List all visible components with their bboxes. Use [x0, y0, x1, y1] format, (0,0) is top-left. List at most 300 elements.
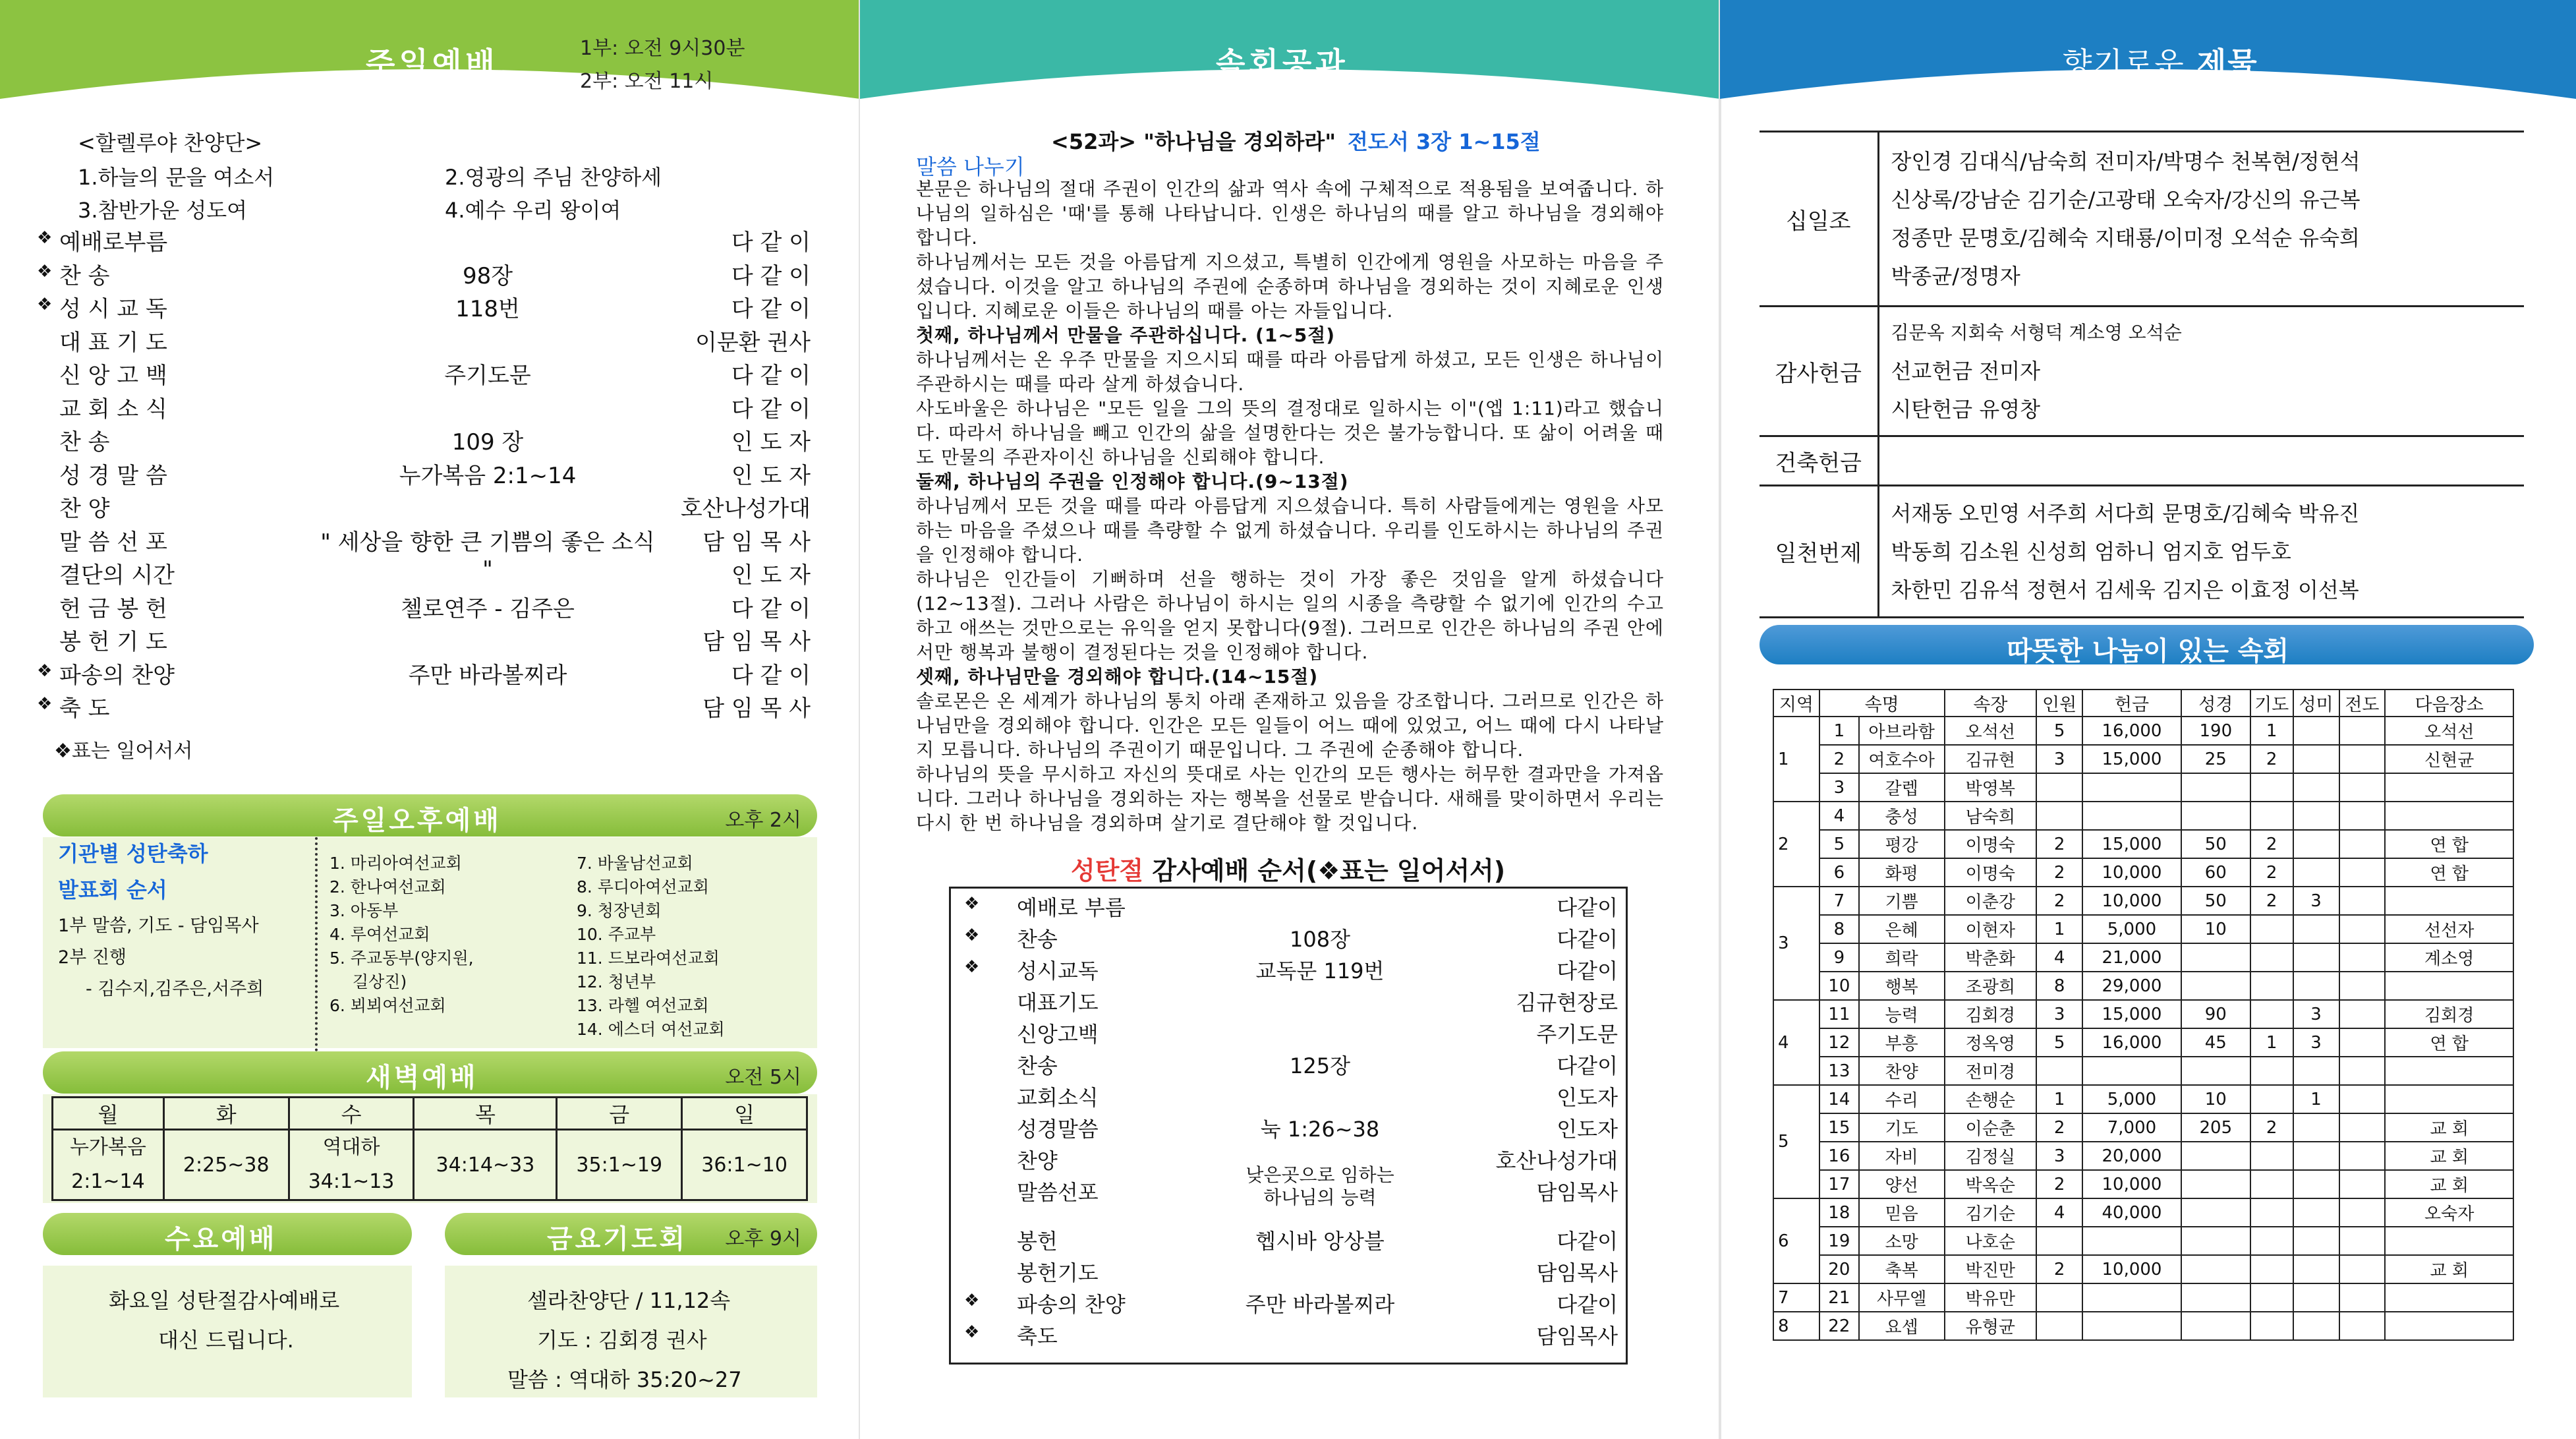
- cell-report-body: [1773, 690, 2513, 1340]
- order-item-name: 축 도: [59, 695, 110, 722]
- christmas-order-rest: 감사예배 순서(❖표는 일어서서): [1152, 856, 1506, 885]
- christmas-order-bullet: ❖: [964, 957, 980, 977]
- cell-header-cell: 전도: [2339, 690, 2386, 717]
- lesson-paragraph: 하나님께서 모든 것을 때를 따라 아름답게 지으셨습니다. 특히 사람들에게는 영원을 사모하는 마음을 주셨으나 때를 측량할 수 없게 하셨습니다. 우리를 인도하시는 하나님의 주권을 인정해야 합니다.: [916, 495, 1664, 566]
- cell-prayer: [2250, 1312, 2293, 1340]
- cell-next: 김회경: [2385, 1000, 2513, 1028]
- cell-offering: 16,000: [2082, 1028, 2181, 1057]
- cell-offering: 40,000: [2082, 1198, 2181, 1227]
- cell-next: [2385, 1283, 2513, 1312]
- cell-offering: [2082, 1057, 2181, 1085]
- cell-table-row: [1773, 802, 2513, 830]
- cell-prayer: [2250, 1000, 2293, 1028]
- cell-offering: [2082, 1283, 2181, 1312]
- christmas-order-name: 파송의 찬양: [1017, 1292, 1126, 1317]
- order-item-name: 성 경 말 씀: [59, 462, 167, 489]
- cell-prayer: [2250, 802, 2293, 830]
- cell-region: 8: [1773, 1312, 1819, 1340]
- lesson-paragraph: 하나님의 뜻을 무시하고 자신의 뜻대로 사는 인간의 모든 행사는 허무한 결과만을 가져옵니다. 그러나 하나님을 경외하는 자는 행복을 선물로 받습니다. 새해를 맞이하면서 우리는 다시 한 번 하나님을 경외하며 살기로 결단해야 할 것입니다.: [916, 763, 1664, 834]
- lesson-paragraph: 하나님께서는 온 우주 만물을 지으시되 때를 따라 아름답게 하셨고, 모든 인생은 하나님이 주관하시는 때를 따라 살게 하셨습니다.: [916, 349, 1664, 395]
- cell-evang: [2339, 1000, 2386, 1028]
- cell-bible: [2181, 1170, 2250, 1198]
- cell-bible: 45: [2181, 1028, 2250, 1057]
- dawn-verse-fri: 35:1~19: [557, 1130, 682, 1200]
- cell-people: [2036, 1057, 2082, 1085]
- cell-table-row: [1773, 1057, 2513, 1085]
- cell-rice: [2293, 1142, 2339, 1170]
- cell-next: [2385, 972, 2513, 1000]
- cell-bible: [2181, 972, 2250, 1000]
- christmas-order-box: [949, 887, 1628, 1365]
- cell-leader: 김규현: [1945, 745, 2037, 773]
- cell-name: 화평: [1859, 858, 1945, 887]
- cell-bible: [2181, 1227, 2250, 1255]
- cell-offering: 10,000: [2082, 858, 2181, 887]
- dawn-verse-mon: 2:1~14: [71, 1170, 145, 1193]
- cell-people: [2036, 773, 2082, 802]
- cell-prayer: [2250, 1085, 2293, 1113]
- christmas-order-leader: 다같이: [1557, 895, 1618, 920]
- cell-prayer: [2250, 915, 2293, 943]
- cell-no: 12: [1819, 1028, 1859, 1057]
- cell-evang: [2339, 1028, 2386, 1057]
- afternoon-line-1: 기관별 성탄축하: [58, 841, 208, 866]
- cell-table-row: [1773, 717, 2513, 745]
- christmas-order-bullet: ❖: [964, 925, 980, 945]
- offerings-title: [2063, 40, 2258, 83]
- christmas-order-name: 신앙고백: [1017, 1022, 1099, 1047]
- cell-people: 3: [2036, 745, 2082, 773]
- cell-table-row: [1773, 1255, 2513, 1283]
- christmas-order-row: [951, 1256, 1626, 1289]
- cell-report-table: [1773, 689, 2514, 1341]
- order-row: [59, 557, 811, 590]
- offering-label-building: 건축헌금: [1760, 436, 1878, 486]
- cell-evang: [2339, 887, 2386, 915]
- christmas-order-leader: 다같이: [1557, 1292, 1618, 1317]
- afternoon-group-item: 5. 주교동부(양지원,: [329, 949, 474, 968]
- cell-name: 요셉: [1859, 1312, 1945, 1340]
- cell-evang: [2339, 1113, 2386, 1142]
- cell-next: 연 합: [2385, 1028, 2513, 1057]
- cell-no: 21: [1819, 1283, 1859, 1312]
- cell-region: 2: [1773, 802, 1819, 887]
- cell-bible: 190: [2181, 717, 2250, 745]
- cell-evang: [2339, 802, 2386, 830]
- offering-row-thanks: [1760, 307, 2524, 436]
- cell-no: 15: [1819, 1113, 1859, 1142]
- cell-leader: 이춘강: [1945, 887, 2037, 915]
- lesson-paragraph: 본문은 하나님의 절대 주권이 인간의 삶과 역사 속에 구체적으로 적용됨을 보여줍니다. 하나님의 일하심은 '때'를 통해 나타납니다. 인생은 하나님의 때를 알고 하나님을 경외해야 합니다.: [916, 178, 1664, 249]
- service-time-2: 2부: 오전 11시: [580, 70, 714, 93]
- thousand-line-3: 차한민 김유석 정현서 김세욱 김지은 이효정 이선복: [1891, 577, 2359, 602]
- cell-rice: 3: [2293, 887, 2339, 915]
- cell-region: 7: [1773, 1283, 1819, 1312]
- cell-bible: 90: [2181, 1000, 2250, 1028]
- cell-table-row: [1773, 830, 2513, 858]
- cell-prayer: 1: [2250, 717, 2293, 745]
- afternoon-group-item: 11. 드보라여선교회: [577, 949, 720, 968]
- dawn-service-title: 새벽예배: [366, 1063, 478, 1093]
- christmas-word: 성탄절: [1071, 856, 1144, 885]
- order-item-name: 대 표 기 도: [59, 329, 167, 356]
- cell-prayer: [2250, 773, 2293, 802]
- cell-no: 3: [1819, 773, 1859, 802]
- cell-evang: [2339, 858, 2386, 887]
- cell-region: 1: [1773, 717, 1819, 802]
- cell-offering: 5,000: [2082, 1085, 2181, 1113]
- afternoon-group-item: 3. 아동부: [329, 901, 399, 920]
- cell-bible: [2181, 1283, 2250, 1312]
- afternoon-group-item: 10. 주교부: [577, 925, 656, 944]
- christmas-order-leader: 다같이: [1557, 1053, 1618, 1078]
- cell-name: 은혜: [1859, 915, 1945, 943]
- cell-no: 19: [1819, 1227, 1859, 1255]
- christmas-order-leader: 다같이: [1557, 958, 1618, 984]
- cell-prayer: 2: [2250, 1113, 2293, 1142]
- christmas-order-leader: 담임목사: [1536, 1324, 1618, 1349]
- cell-evang: [2339, 1057, 2386, 1085]
- tithe-line-4: 박종균/정명자: [1891, 264, 2020, 289]
- cell-leader: 박춘화: [1945, 943, 2037, 972]
- cell-next: 계소영: [2385, 943, 2513, 972]
- cell-evang: [2339, 1085, 2386, 1113]
- cell-rice: [2293, 1283, 2339, 1312]
- cell-leader: 유형균: [1945, 1312, 2037, 1340]
- choir-song-1: 1.하늘의 문을 여소서: [78, 165, 275, 190]
- cell-next: 교 회: [2385, 1142, 2513, 1170]
- cell-bible: 50: [2181, 830, 2250, 858]
- afternoon-line-2: 발표회 순서: [58, 877, 167, 902]
- tithe-line-3: 정종만 문명호/김혜숙 지태룡/이미정 오석순 유숙희: [1891, 225, 2360, 250]
- afternoon-group-item: 4. 루여선교회: [329, 925, 430, 944]
- cell-table-title: 따뜻한 나눔이 있는 속회: [2007, 636, 2289, 666]
- christmas-order-name: 찬양: [1017, 1148, 1058, 1173]
- cell-leader: 손행순: [1945, 1085, 2037, 1113]
- cell-name: 양선: [1859, 1170, 1945, 1198]
- order-item-detail: " 세상을 향한 큰 기쁨의 좋은 소식 ": [320, 529, 655, 583]
- cell-table-row: [1773, 1085, 2513, 1113]
- wednesday-line-1: 화요일 성탄절감사예배로: [109, 1288, 340, 1313]
- cell-next: [2385, 773, 2513, 802]
- offering-names-thousand: [1878, 486, 2524, 618]
- cell-offering: [2082, 773, 2181, 802]
- cell-name: 충성: [1859, 802, 1945, 830]
- cell-rice: [2293, 1113, 2339, 1142]
- order-row: [59, 391, 811, 424]
- cell-people: 2: [2036, 830, 2082, 858]
- cell-no: 6: [1819, 858, 1859, 887]
- cell-bible: [2181, 943, 2250, 972]
- friday-line-3: 말씀 : 역대하 35:20~27: [507, 1367, 742, 1392]
- cell-name: 축복: [1859, 1255, 1945, 1283]
- thanks-line-2: 선교헌금 전미자: [1891, 359, 2041, 384]
- cell-leader: 박유만: [1945, 1283, 2037, 1312]
- cell-table-header-row: [1773, 690, 2513, 717]
- cell-no: 17: [1819, 1170, 1859, 1198]
- christmas-order-detail: 교독문 119번: [1255, 958, 1385, 984]
- christmas-order-detail: 주만 바라볼찌라: [1245, 1292, 1395, 1317]
- cell-evang: [2339, 717, 2386, 745]
- cell-people: [2036, 802, 2082, 830]
- christmas-order-name: 봉헌기도: [1017, 1260, 1099, 1285]
- cell-header-cell: 기도: [2250, 690, 2293, 717]
- cell-rice: 3: [2293, 1028, 2339, 1057]
- order-item-leader: 인 도 자: [731, 429, 811, 455]
- cell-bible: [2181, 802, 2250, 830]
- christmas-order-name: 말씀선포: [1017, 1180, 1099, 1205]
- cell-region: 3: [1773, 887, 1819, 1000]
- cell-bible: 10: [2181, 915, 2250, 943]
- dawn-day-mon: 월: [53, 1098, 164, 1130]
- afternoon-line-4: 2부 진행: [58, 947, 127, 968]
- christmas-order-leader: 주기도문: [1536, 1022, 1618, 1047]
- cell-offering: [2082, 1227, 2181, 1255]
- cell-evang: [2339, 1255, 2386, 1283]
- cell-next: 신현균: [2385, 745, 2513, 773]
- christmas-order-name: 성시교독: [1017, 958, 1099, 984]
- christmas-order-name: 예배로 부름: [1017, 895, 1126, 920]
- order-bullet: ❖: [37, 261, 53, 281]
- cell-name: 수리: [1859, 1085, 1945, 1113]
- cell-table-row: [1773, 887, 2513, 915]
- header-band-teal: [860, 0, 1720, 99]
- afternoon-divider: [315, 837, 318, 1051]
- cell-next: 오석선: [2385, 717, 2513, 745]
- cell-header-cell: 속명: [1819, 690, 1945, 717]
- cell-rice: 1: [2293, 1085, 2339, 1113]
- cell-leader: 이현자: [1945, 915, 2037, 943]
- order-item-detail: 98장: [462, 262, 513, 289]
- lesson-paragraph: 둘째, 하나님의 주권을 인정해야 합니다.(9~13절): [916, 471, 1349, 492]
- order-row: [59, 324, 811, 357]
- christmas-order-leader: 담임목사: [1536, 1260, 1618, 1285]
- cell-rice: [2293, 858, 2339, 887]
- cell-rice: [2293, 717, 2339, 745]
- cell-no: 14: [1819, 1085, 1859, 1113]
- afternoon-line-3: 1부 말씀, 기도 - 담임목사: [58, 916, 259, 936]
- lesson-paragraph: 사도바울은 하나님은 "모든 일을 그의 뜻의 결정대로 일하시는 이"(엡 1:11)라고 했습니다. 따라서 하나님을 빼고 인간의 삶을 설명한다는 것은 불가능합니다. 또 삶이 어려울 때도 만물의 주관자이신 하나님을 신뢰해야 합니다.: [916, 397, 1664, 468]
- offering-row-thousand: [1760, 486, 2524, 618]
- lesson-title: <52과> "하나님을 경외하라": [1051, 129, 1336, 154]
- cell-no: 22: [1819, 1312, 1859, 1340]
- cell-name: 소망: [1859, 1227, 1945, 1255]
- cell-leader: 박옥순: [1945, 1170, 2037, 1198]
- order-row: [37, 258, 811, 291]
- cell-region: 5: [1773, 1085, 1819, 1198]
- cell-name: 여호수아: [1859, 745, 1945, 773]
- christmas-order-detail: [1208, 1164, 1432, 1209]
- cell-header-cell: 속장: [1945, 690, 2037, 717]
- cell-no: 8: [1819, 915, 1859, 943]
- cell-offering: 10,000: [2082, 1255, 2181, 1283]
- cell-rice: [2293, 745, 2339, 773]
- cell-rice: [2293, 972, 2339, 1000]
- afternoon-group-item: 12. 청년부: [577, 972, 656, 991]
- cell-prayer: [2250, 1142, 2293, 1170]
- order-item-name: 봉 헌 기 도: [59, 629, 167, 655]
- cell-people: 1: [2036, 915, 2082, 943]
- cell-name: 기쁨: [1859, 887, 1945, 915]
- cell-evang: [2339, 1312, 2386, 1340]
- dawn-cell-wed: [289, 1130, 414, 1200]
- cell-name: 자비: [1859, 1142, 1945, 1170]
- cell-region: 4: [1773, 1000, 1819, 1085]
- cell-header-cell: 성미: [2293, 690, 2339, 717]
- order-item-name: 성 시 교 독: [59, 296, 167, 322]
- christmas-order-name: 대표기도: [1017, 990, 1099, 1015]
- cell-name: 행복: [1859, 972, 1945, 1000]
- cell-table-row: [1773, 1283, 2513, 1312]
- order-item-name: 찬 송: [59, 262, 110, 289]
- cell-offering: 7,000: [2082, 1113, 2181, 1142]
- friday-line-1: 셀라찬양단 / 11,12속: [527, 1288, 731, 1313]
- order-item-leader: 이문환 권사: [695, 329, 811, 356]
- christmas-order-row: [951, 1288, 1626, 1321]
- cell-name: 희락: [1859, 943, 1945, 972]
- order-item-leader: 담 임 목 사: [702, 529, 811, 556]
- cell-rice: [2293, 1255, 2339, 1283]
- cell-rice: [2293, 830, 2339, 858]
- cell-leader: 박진만: [1945, 1255, 2037, 1283]
- cell-people: 2: [2036, 887, 2082, 915]
- christmas-order-name: 찬송: [1017, 927, 1058, 952]
- cell-bible: 25: [2181, 745, 2250, 773]
- cell-table-row: [1773, 1312, 2513, 1340]
- cell-table-row: [1773, 1028, 2513, 1057]
- cell-next: [2385, 1085, 2513, 1113]
- afternoon-group-item: 1. 마리아여선교회: [329, 854, 462, 873]
- header-band-blue: [1720, 0, 2576, 99]
- dawn-book-wed: 역대하: [322, 1136, 380, 1159]
- cell-offering: 10,000: [2082, 1170, 2181, 1198]
- cell-bible: [2181, 1142, 2250, 1170]
- order-item-detail: 주기도문: [444, 363, 531, 389]
- order-item-leader: 인 도 자: [731, 462, 811, 489]
- cell-bible: [2181, 773, 2250, 802]
- dawn-day-wed: 수: [289, 1098, 414, 1130]
- choir-song-4: 4.예수 우리 왕이여: [445, 198, 621, 223]
- cell-people: 5: [2036, 717, 2082, 745]
- order-item-name: 말 씀 선 포: [59, 529, 167, 556]
- offering-label-thanks: 감사헌금: [1760, 307, 1878, 436]
- offering-label-thousand: 일천번제: [1760, 486, 1878, 618]
- cell-prayer: [2250, 1057, 2293, 1085]
- thousand-line-1: 서재동 오민영 서주희 서다희 문명호/김혜숙 박유진: [1891, 500, 2360, 526]
- order-item-leader: 다 같 이: [731, 363, 811, 389]
- cell-table-row: [1773, 1113, 2513, 1142]
- cell-no: 10: [1819, 972, 1859, 1000]
- cell-evang: [2339, 915, 2386, 943]
- cell-evang: [2339, 943, 2386, 972]
- cell-no: 5: [1819, 830, 1859, 858]
- cell-people: 2: [2036, 1170, 2082, 1198]
- cell-next: [2385, 887, 2513, 915]
- cell-name: 믿음: [1859, 1198, 1945, 1227]
- dawn-schedule-table: [51, 1096, 808, 1201]
- christmas-order-row: [951, 1049, 1626, 1082]
- lesson-body: [916, 177, 1664, 835]
- order-item-detail: 118번: [455, 296, 520, 322]
- cell-table-row: [1773, 1227, 2513, 1255]
- order-row: [59, 424, 811, 457]
- christmas-order-heading: [1071, 850, 1505, 887]
- cell-table-row: [1773, 1198, 2513, 1227]
- cell-leader: 나호순: [1945, 1227, 2037, 1255]
- cell-no: 11: [1819, 1000, 1859, 1028]
- christmas-order-name: 봉헌: [1017, 1229, 1058, 1254]
- christmas-order-row: [951, 954, 1626, 987]
- dawn-verse-wed: 34:1~13: [308, 1170, 395, 1193]
- order-item-leader: 담 임 목 사: [702, 629, 811, 655]
- cell-lesson-title: 속회공과: [1216, 45, 1349, 81]
- cell-people: 3: [2036, 1000, 2082, 1028]
- friday-line-2: 기도 : 김회경 권사: [537, 1328, 707, 1353]
- christmas-order-bullet: ❖: [964, 1291, 980, 1310]
- order-item-leader: 다 같 이: [731, 662, 811, 689]
- christmas-order-row: [951, 1320, 1626, 1353]
- cell-bible: 205: [2181, 1113, 2250, 1142]
- cell-rice: [2293, 943, 2339, 972]
- order-item-name: 교 회 소 식: [59, 396, 167, 423]
- christmas-order-row: [951, 1225, 1626, 1258]
- offerings-table: [1760, 131, 2524, 618]
- order-row: [37, 224, 811, 257]
- cell-no: 9: [1819, 943, 1859, 972]
- cell-next: [2385, 1227, 2513, 1255]
- cell-evang: [2339, 1283, 2386, 1312]
- cell-people: 8: [2036, 972, 2082, 1000]
- cell-next: 교 회: [2385, 1113, 2513, 1142]
- offerings-title-a: 향기로운: [2063, 45, 2185, 81]
- cell-bible: 10: [2181, 1085, 2250, 1113]
- cell-people: 5: [2036, 1028, 2082, 1057]
- order-item-leader: 다 같 이: [731, 595, 811, 622]
- cell-people: [2036, 1227, 2082, 1255]
- cell-leader: 김정실: [1945, 1142, 2037, 1170]
- choir-song-2: 2.영광의 주님 찬양하세: [445, 165, 662, 190]
- dawn-day-thu: 목: [414, 1098, 557, 1130]
- cell-next: [2385, 1057, 2513, 1085]
- order-row: [37, 690, 811, 723]
- cell-evang: [2339, 830, 2386, 858]
- order-row: [59, 357, 811, 390]
- lesson-reference: 전도서 3장 1~15절: [1348, 129, 1541, 154]
- cell-rice: [2293, 802, 2339, 830]
- cell-name: 부흥: [1859, 1028, 1945, 1057]
- order-item-leader: 인 도 자: [731, 562, 811, 589]
- thanks-line-1: 김문옥 지회숙 서형덕 계소영 오석순: [1891, 322, 2182, 343]
- cell-offering: 21,000: [2082, 943, 2181, 972]
- christmas-order-leader: 담임목사: [1536, 1180, 1618, 1205]
- cell-offering: 15,000: [2082, 1000, 2181, 1028]
- cell-evang: [2339, 773, 2386, 802]
- order-item-leader: 다 같 이: [731, 262, 811, 289]
- lesson-paragraph: 하나님은 인간들이 기뻐하며 선을 행하는 것이 가장 좋은 것임을 알게 하셨습니다(12~13절). 그러나 사람은 하나님이 하시는 일의 시종을 측량할 수 없기에 인간의 수고하고 애쓰는 것만으로는 유익을 얻지 못합니다(9절). 그러므로 인간은 하나님의 주권 안에서만 행복과 불행이 결정된다는 것을 인정해야 합니다.: [916, 568, 1664, 663]
- cell-table-row: [1773, 1000, 2513, 1028]
- standing-note: ❖표는 일어서서: [54, 740, 193, 763]
- cell-name: 갈렙: [1859, 773, 1945, 802]
- cell-leader: 정옥영: [1945, 1028, 2037, 1057]
- dawn-service-header: [43, 1051, 817, 1094]
- cell-offering: [2082, 802, 2181, 830]
- order-item-name: 예배로부름: [59, 229, 168, 256]
- cell-name: 아브라함: [1859, 717, 1945, 745]
- cell-prayer: [2250, 972, 2293, 1000]
- cell-rice: [2293, 915, 2339, 943]
- christmas-order-row: [951, 923, 1626, 956]
- cell-evang: [2339, 1170, 2386, 1198]
